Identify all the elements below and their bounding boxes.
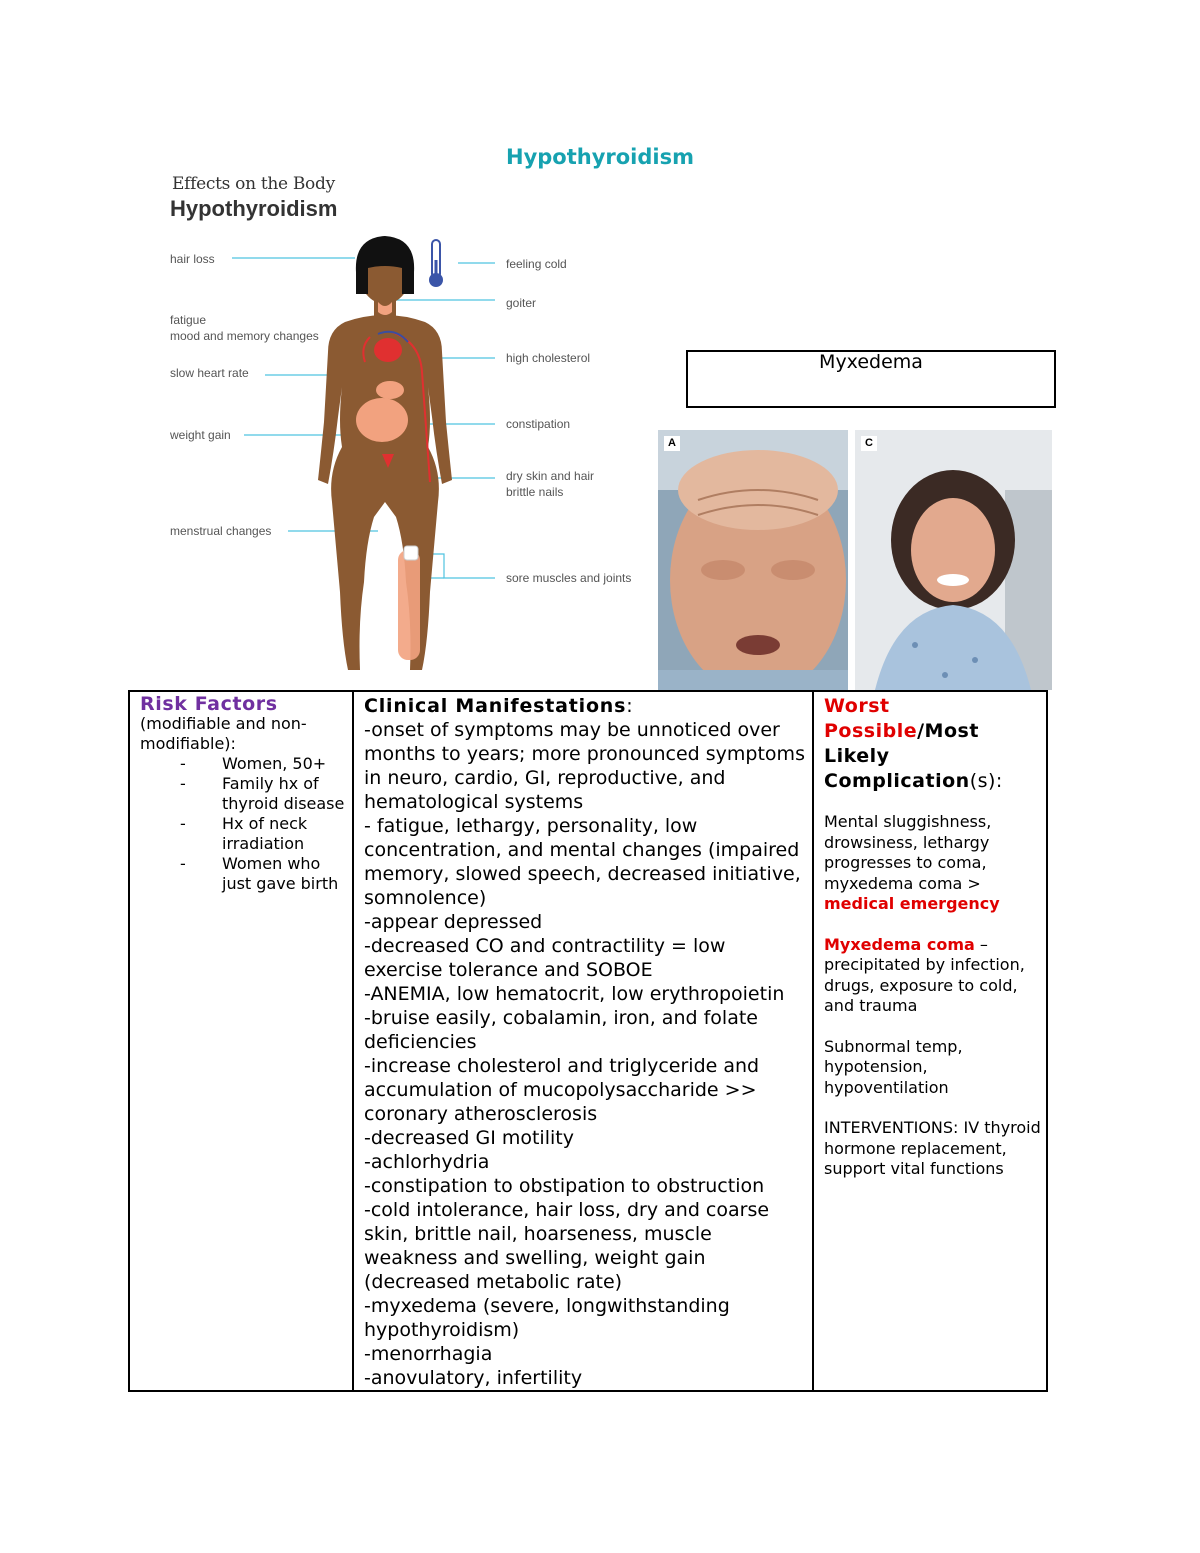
para2-text: – precipitated by infection, drugs, exposure to cold, and trauma — [824, 934, 1025, 1015]
complication-text: Complication — [824, 770, 970, 792]
complication-para-2 — [824, 935, 1042, 1017]
list-item: -appear depressed — [364, 911, 543, 933]
para1-text: Mental sluggishness, drowsiness, lethargy progresses to coma, myxedema coma > — [824, 812, 992, 893]
list-item: -decreased GI motility — [364, 1127, 574, 1149]
label-feeling-cold: feeling cold — [506, 257, 567, 271]
label-sore-muscles: sore muscles and joints — [506, 571, 632, 585]
myxedema-label: Myxedema — [819, 351, 923, 373]
complication-para-4: INTERVENTIONS: IV thyroid hormone replacement, support vital functions — [824, 1118, 1041, 1178]
page-title: Hypothyroidism — [506, 145, 694, 169]
hypothyroidism-table — [128, 690, 1048, 1392]
list-item: - Family hx of thyroid disease — [180, 774, 348, 814]
label-menstrual: menstrual changes — [170, 524, 272, 538]
risk-factors-cell — [129, 691, 353, 1391]
list-item: -anovulatory, infertility — [364, 1367, 583, 1389]
complication-suffix: (s): — [969, 770, 1003, 792]
list-item: -menorrhagia — [364, 1343, 493, 1365]
list-item: -constipation to obstipation to obstruction — [364, 1175, 765, 1197]
risk-factors-subheading: (modifiable and non-modifiable): — [140, 714, 307, 753]
list-item: -achlorhydria — [364, 1151, 490, 1173]
list-item: -onset of symptoms may be unnoticed over months to years; more pronounced symptoms in neuro, cardio, GI, reproductive, and hematological systems — [364, 719, 805, 813]
risk-factors-heading: Risk Factors — [140, 693, 278, 715]
label-high-cholesterol: high cholesterol — [506, 351, 591, 365]
figure-heading-large: Hypothyroidism — [170, 196, 338, 221]
label-brittle-nails: brittle nails — [506, 485, 564, 499]
label-slow-heart: slow heart rate — [170, 366, 249, 380]
hypothyroidism-body-figure — [160, 172, 660, 684]
figure-heading-small: Effects on the Body — [172, 174, 335, 194]
label-mood: mood and memory changes — [170, 329, 319, 343]
label-hair-loss: hair loss — [170, 252, 215, 266]
list-item: -decreased CO and contractility = low exercise tolerance and SOBOE — [364, 935, 726, 981]
risk-factors-list — [140, 754, 348, 894]
clinical-manifestations-cell — [353, 691, 813, 1391]
photo-a-tag: A — [664, 436, 680, 451]
patient-photo-c — [855, 430, 1052, 690]
patient-photo-a — [658, 430, 848, 690]
label-constipation: constipation — [506, 417, 571, 431]
myxedema-box — [686, 350, 1056, 408]
clinical-heading: Clinical Manifestations — [364, 695, 627, 717]
label-goiter: goiter — [506, 296, 537, 310]
myxedema-coma-text: Myxedema coma — [824, 934, 975, 954]
complications-heading — [824, 694, 1042, 794]
label-weight-gain: weight gain — [170, 428, 231, 442]
list-item: - Hx of neck irradiation — [180, 814, 348, 854]
most-likely-text: /Most Likely — [824, 720, 979, 767]
complication-para-1 — [824, 812, 1042, 915]
list-item: -myxedema (severe, longwithstanding hypothyroidism) — [364, 1295, 730, 1341]
medical-emergency-text: medical emergency — [824, 894, 1000, 913]
body-illustration — [160, 172, 660, 684]
complications-cell — [813, 691, 1047, 1391]
photo-c-tag: C — [861, 436, 877, 451]
list-item: -cold intolerance, hair loss, dry and coarse skin, brittle nail, hoarseness, muscle weakness and swelling, weight gain (decreased metabolic rate) — [364, 1199, 770, 1293]
worst-possible-text: Worst Possible — [824, 695, 918, 742]
complication-para-3: Subnormal temp, hypotension, hypoventilation — [824, 1036, 963, 1097]
list-item: -increase cholesterol and triglyceride and accumulation of mucopolysaccharide >> coronary atherosclerosis — [364, 1055, 760, 1125]
list-item: -bruise easily, cobalamin, iron, and folate deficiencies — [364, 1007, 758, 1053]
list-item: -ANEMIA, low hematocrit, low erythropoietin — [364, 983, 785, 1005]
label-dry-skin: dry skin and hair — [506, 469, 595, 483]
clinical-heading-colon: : — [626, 695, 633, 717]
list-item: - fatigue, lethargy, personality, low concentration, and mental changes (impaired memory, slowed speech, decreased initiative, somnolence) — [364, 815, 801, 909]
list-item: - Women, 50+ — [180, 754, 348, 774]
list-item: - Women who just gave birth — [180, 854, 348, 894]
label-fatigue: fatigue — [170, 313, 207, 327]
